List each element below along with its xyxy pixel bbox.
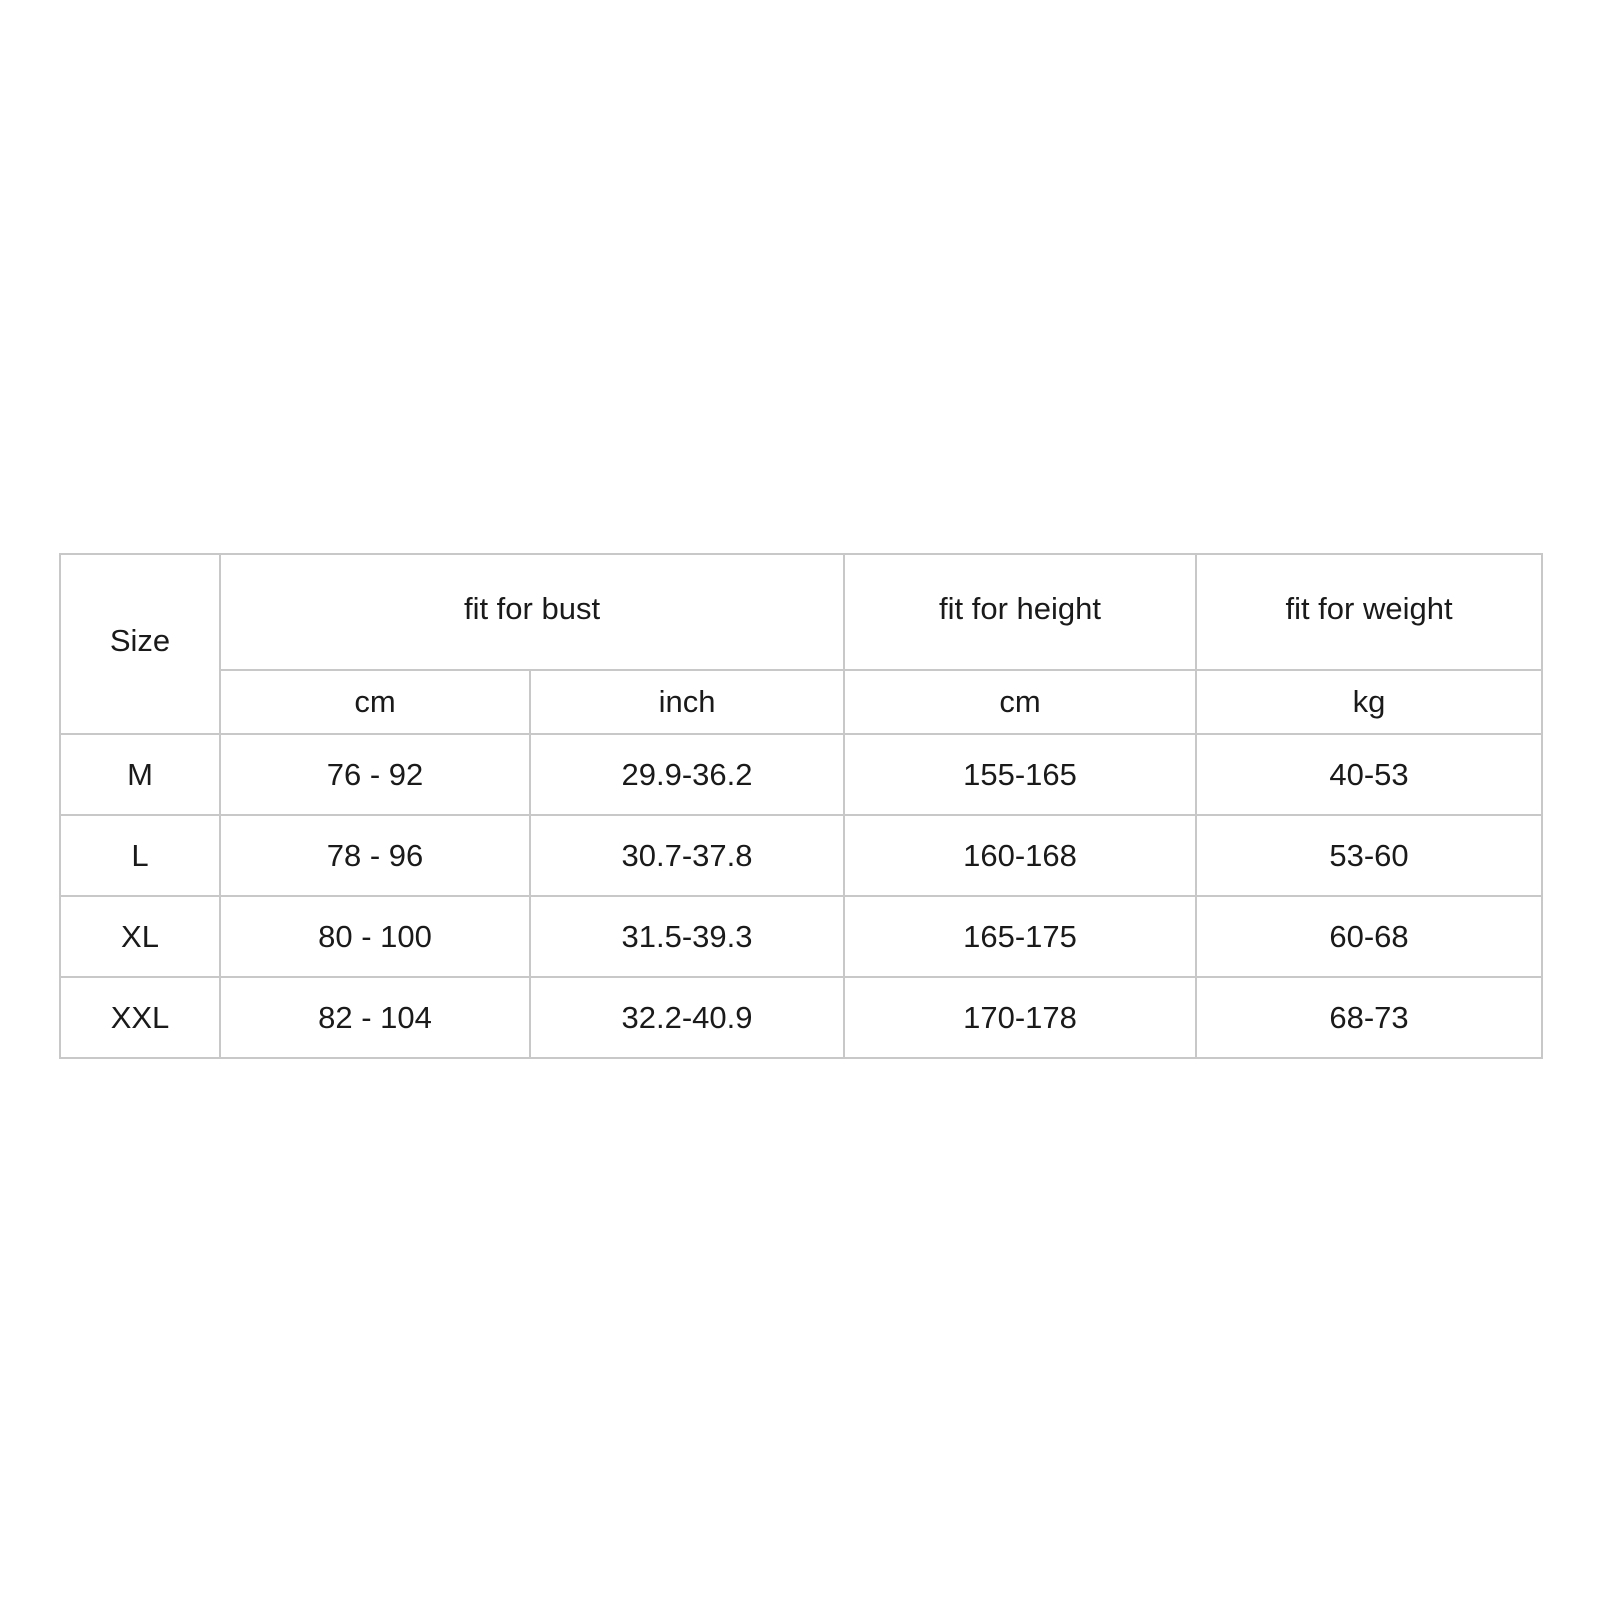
size-cell: XXL bbox=[60, 977, 220, 1058]
weight-group-header: fit for weight bbox=[1196, 554, 1542, 670]
weight-kg-unit: kg bbox=[1196, 670, 1542, 734]
bust-inch-unit: inch bbox=[530, 670, 844, 734]
bust-cm-cell: 76 - 92 bbox=[220, 734, 530, 815]
bust-inch-cell: 32.2-40.9 bbox=[530, 977, 844, 1058]
bust-cm-cell: 80 - 100 bbox=[220, 896, 530, 977]
bust-inch-cell: 29.9-36.2 bbox=[530, 734, 844, 815]
height-cm-cell: 155-165 bbox=[844, 734, 1196, 815]
bust-cm-unit: cm bbox=[220, 670, 530, 734]
weight-kg-cell: 40-53 bbox=[1196, 734, 1542, 815]
weight-kg-cell: 60-68 bbox=[1196, 896, 1542, 977]
size-cell: XL bbox=[60, 896, 220, 977]
bust-cm-cell: 82 - 104 bbox=[220, 977, 530, 1058]
size-chart-table bbox=[59, 553, 1543, 1059]
size-cell: M bbox=[60, 734, 220, 815]
height-cm-cell: 160-168 bbox=[844, 815, 1196, 896]
table-row bbox=[60, 977, 1542, 1058]
height-cm-cell: 165-175 bbox=[844, 896, 1196, 977]
weight-kg-cell: 68-73 bbox=[1196, 977, 1542, 1058]
height-cm-unit: cm bbox=[844, 670, 1196, 734]
bust-inch-cell: 30.7-37.8 bbox=[530, 815, 844, 896]
bust-inch-cell: 31.5-39.3 bbox=[530, 896, 844, 977]
height-group-header: fit for height bbox=[844, 554, 1196, 670]
bust-group-header: fit for bust bbox=[220, 554, 844, 670]
height-cm-cell: 170-178 bbox=[844, 977, 1196, 1058]
size-header: Size bbox=[60, 554, 220, 734]
size-cell: L bbox=[60, 815, 220, 896]
table-row bbox=[60, 815, 1542, 896]
table-unit-row bbox=[60, 670, 1542, 734]
table-header-row bbox=[60, 554, 1542, 670]
table-row bbox=[60, 734, 1542, 815]
table-row bbox=[60, 896, 1542, 977]
weight-kg-cell: 53-60 bbox=[1196, 815, 1542, 896]
bust-cm-cell: 78 - 96 bbox=[220, 815, 530, 896]
